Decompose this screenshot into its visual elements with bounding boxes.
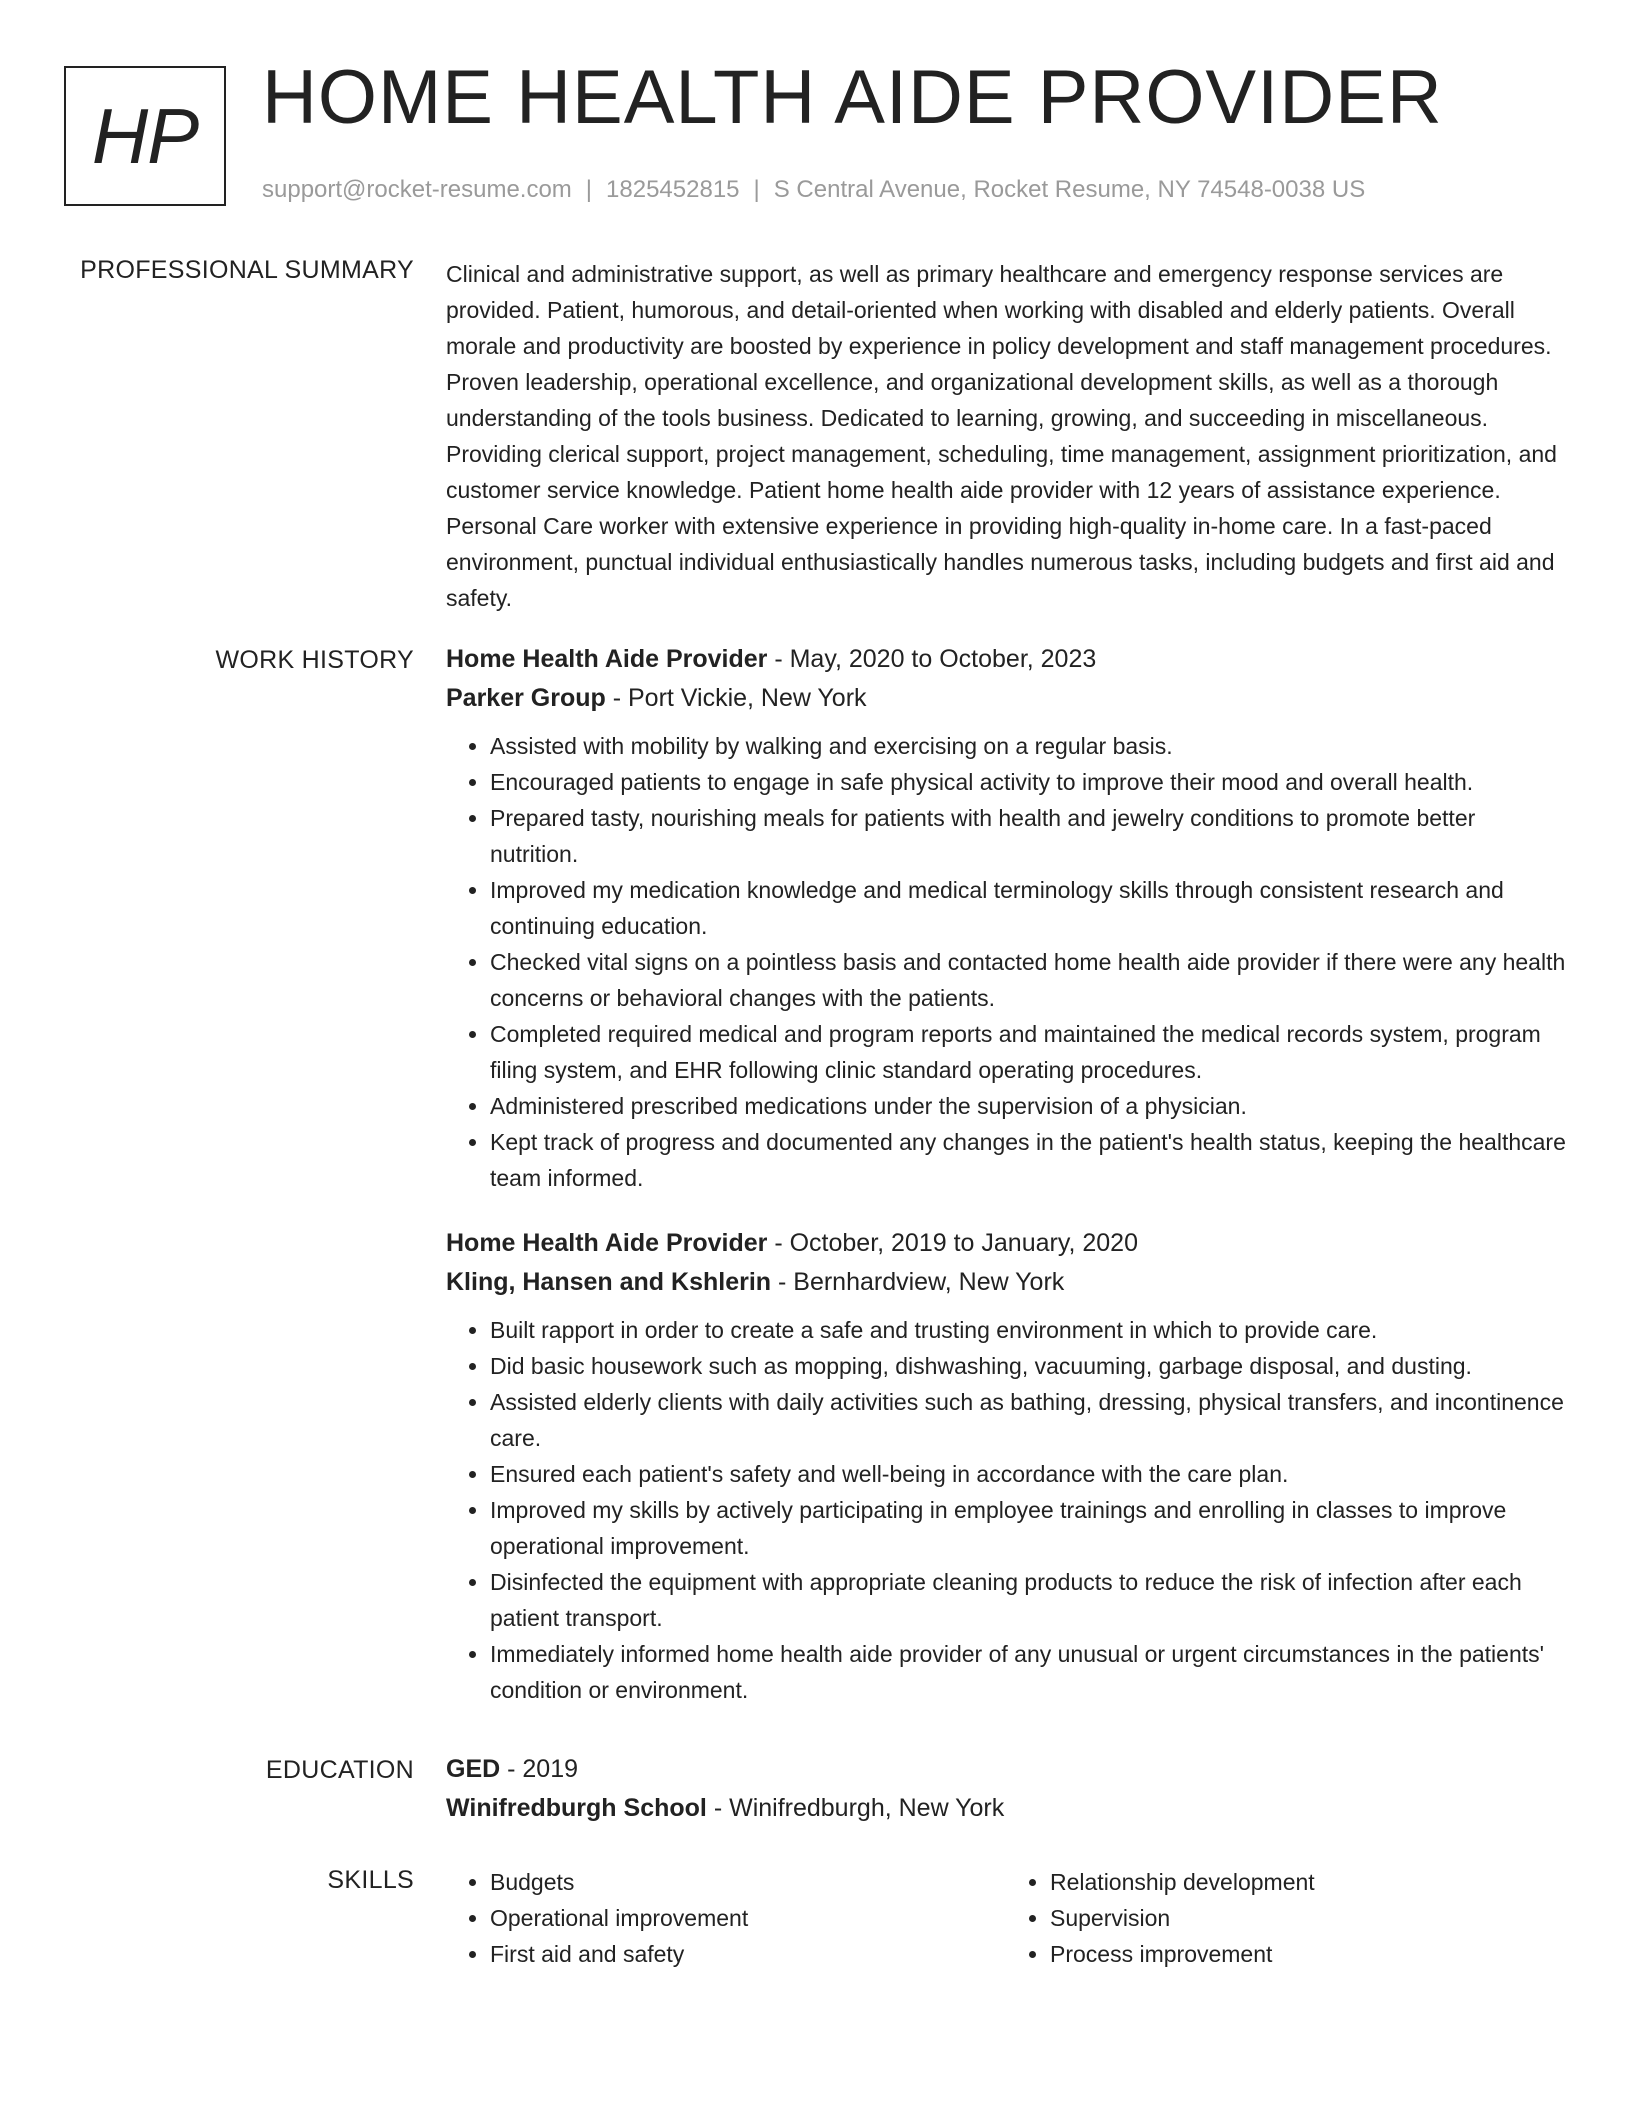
contact-email[interactable]: support@rocket-resume.com <box>262 176 572 203</box>
section-label-summary: PROFESSIONAL SUMMARY <box>80 256 414 284</box>
skill-item: • Supervision <box>1050 1900 1566 1936</box>
skill-item: • Operational improvement <box>490 1900 1006 1936</box>
job-company: Parker Group <box>446 684 606 712</box>
job-location: - Port Vickie, New York <box>605 684 867 712</box>
job-dates: - May, 2020 to October, 2023 <box>767 645 1097 673</box>
list-item: • Encouraged patients to engage in safe physical activity to improve their mood and overall health. <box>490 764 1566 800</box>
section-label-work-history: WORK HISTORY <box>215 646 414 674</box>
page-title: HOME HEALTH AIDE PROVIDER <box>262 55 1443 140</box>
list-item: • Administered prescribed medications under the supervision of a physician. <box>490 1088 1566 1124</box>
education-body <box>446 1750 1566 1828</box>
job-location: - Bernhardview, New York <box>771 1268 1065 1296</box>
skill-item: • Process improvement <box>1050 1936 1566 1972</box>
summary-text: Clinical and administrative support, as well as primary healthcare and emergency response services are provided. Patient, humorous, and detail-oriented when working with disabled and elderly patients. Overall morale and productivity are boosted by experience in policy development and staff management procedures. Proven leadership, operational excellence, and organizational development skills, as well as a thorough understanding of the tools business. Dedicated to learning, growing, and succeeding in miscellaneous. Providing clerical support, project management, scheduling, time management, assignment prioritization, and customer service knowledge. Patient home health aide provider with 12 years of assistance experience. Personal Care worker with extensive experience in providing high-quality in-home care. In a fast-paced environment, punctual individual enthusiastically handles numerous tasks, including budgets and first aid and safety. <box>446 261 1557 611</box>
list-item: • Improved my medication knowledge and medical terminology skills through consistent research and continuing education. <box>490 872 1566 944</box>
summary-body <box>446 256 1566 616</box>
job-company: Kling, Hansen and Kshlerin <box>446 1268 772 1296</box>
skills-list-right <box>1006 1864 1566 1972</box>
education-degree-line <box>446 1750 1566 1789</box>
education-location: - Winifredburgh, New York <box>706 1794 1005 1822</box>
section-label-education: EDUCATION <box>265 1756 414 1784</box>
job-dates: - October, 2019 to January, 2020 <box>767 1229 1138 1257</box>
job-entry <box>446 1224 1566 1708</box>
list-item: • Completed required medical and program reports and maintained the medical records system, program filing system, and EHR following clinic standard operating procedures. <box>490 1016 1566 1088</box>
skill-item: • First aid and safety <box>490 1936 1006 1972</box>
job-entry <box>446 640 1566 1196</box>
list-item: • Prepared tasty, nourishing meals for patients with health and jewelry conditions to promote better nutrition. <box>490 800 1566 872</box>
job-title-line <box>446 1224 1566 1263</box>
job-company-line <box>446 1263 1566 1302</box>
list-item: • Immediately informed home health aide provider of any unusual or urgent circumstances in the patients' condition or environment. <box>490 1636 1566 1708</box>
job-title: Home Health Aide Provider <box>446 1229 768 1257</box>
list-item: • Improved my skills by actively participating in employee trainings and enrolling in classes to improve operational improvement. <box>490 1492 1566 1564</box>
list-item: • Disinfected the equipment with appropriate cleaning products to reduce the risk of infection after each patient transport. <box>490 1564 1566 1636</box>
contact-line <box>262 176 1365 204</box>
contact-separator: | <box>753 176 760 203</box>
education-degree: GED <box>446 1755 501 1783</box>
job-bullets <box>446 1312 1566 1708</box>
list-item: • Did basic housework such as mopping, dishwashing, vacuuming, garbage disposal, and dusting. <box>490 1348 1566 1384</box>
list-item: • Assisted with mobility by walking and exercising on a regular basis. <box>490 728 1566 764</box>
skills-body <box>446 1864 1566 1972</box>
skill-item: • Budgets <box>490 1864 1006 1900</box>
education-school-line <box>446 1789 1566 1828</box>
list-item: • Built rapport in order to create a safe and trusting environment in which to provide care. <box>490 1312 1566 1348</box>
work-history-body <box>446 640 1566 1708</box>
contact-separator: | <box>585 176 593 203</box>
list-item: • Checked vital signs on a pointless basis and contacted home health aide provider if there were any health concerns or behavioral changes with the patients. <box>490 944 1566 1016</box>
list-item: • Assisted elderly clients with daily activities such as bathing, dressing, physical transfers, and incontinence care. <box>490 1384 1566 1456</box>
list-item: • Kept track of progress and documented any changes in the patient's health status, keeping the healthcare team informed. <box>490 1124 1566 1196</box>
list-item: • Ensured each patient's safety and well-being in accordance with the care plan. <box>490 1456 1566 1492</box>
contact-phone[interactable]: 1825452815 <box>606 176 740 203</box>
job-bullets <box>446 728 1566 1196</box>
education-school: Winifredburgh School <box>446 1794 707 1822</box>
skills-list-left <box>446 1864 1006 1972</box>
section-label-skills: SKILLS <box>327 1866 414 1894</box>
monogram-box: HP <box>64 66 226 206</box>
job-title-line <box>446 640 1566 679</box>
job-title: Home Health Aide Provider <box>446 645 768 673</box>
skill-item: • Relationship development <box>1050 1864 1566 1900</box>
job-company-line <box>446 679 1566 718</box>
contact-address: S Central Avenue, Rocket Resume, NY 74548-0038 US <box>773 176 1366 203</box>
skills-columns <box>446 1864 1566 1972</box>
education-year: - 2019 <box>500 1755 579 1783</box>
